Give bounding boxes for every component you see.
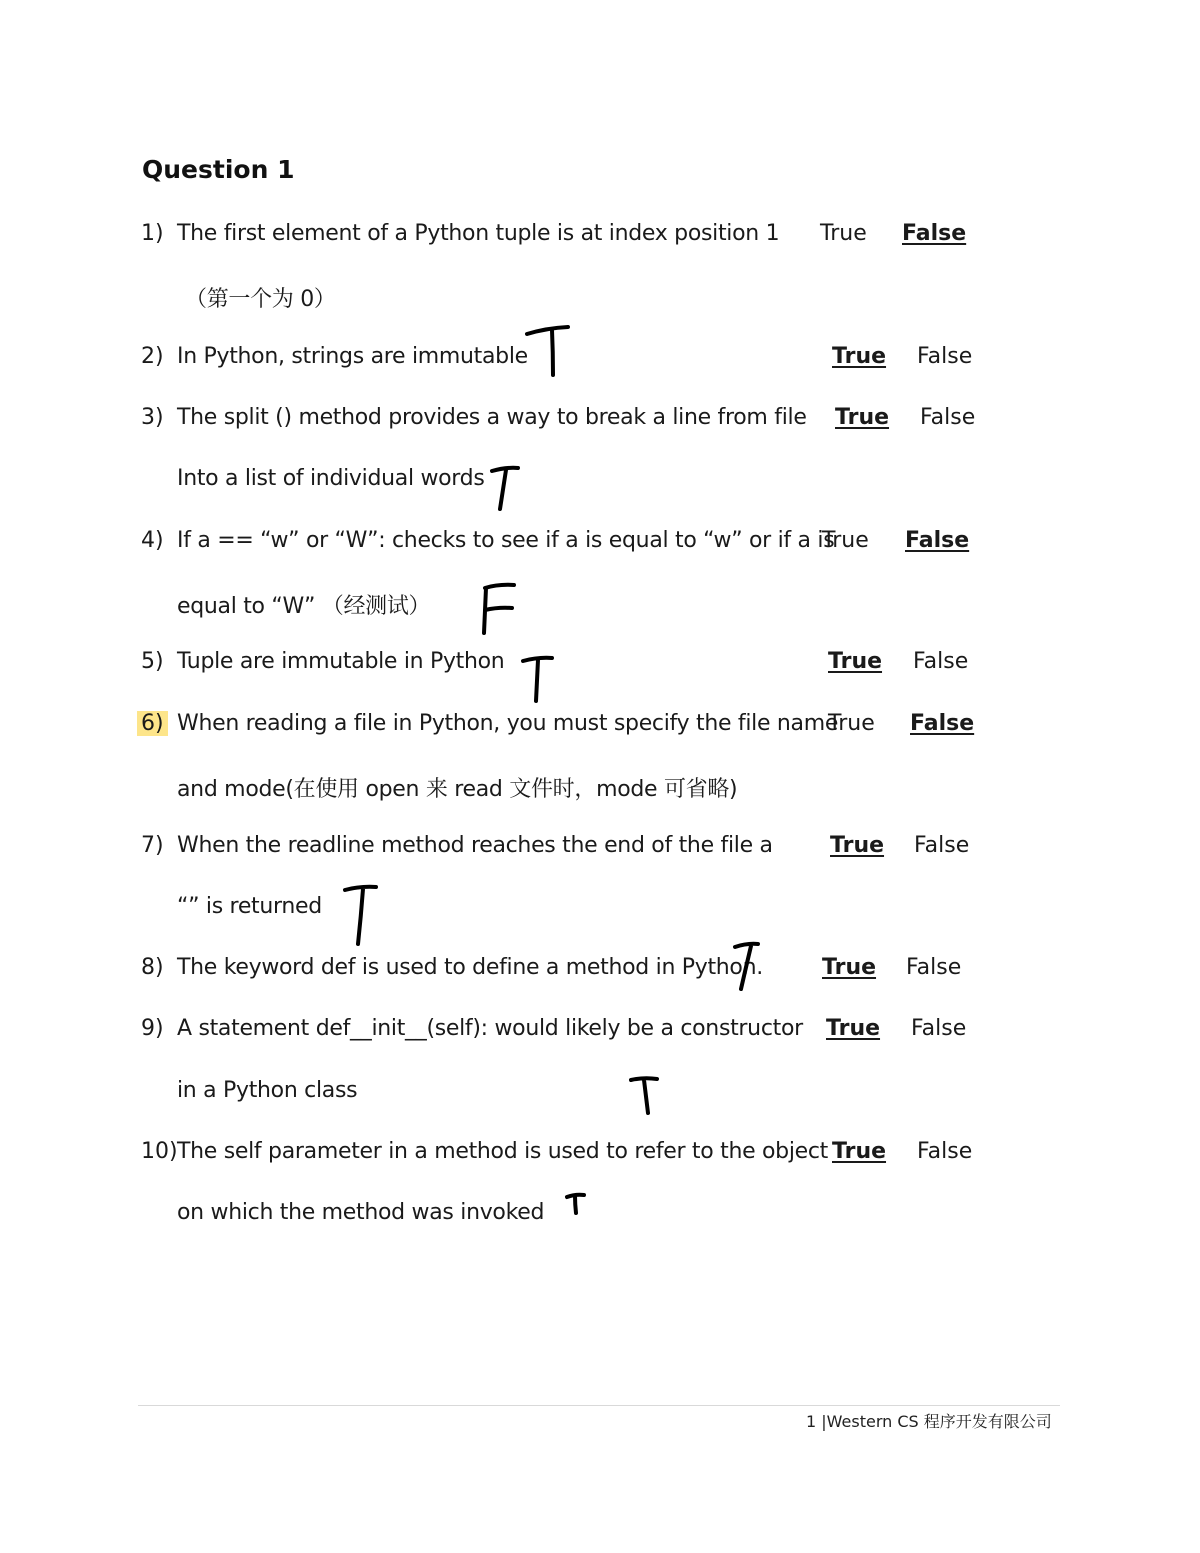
question-title: Question 1 [142,155,295,184]
true-option-selected: True [830,833,885,858]
question-number: 4) [141,528,164,553]
question-number: 8) [141,955,164,980]
true-option-selected: True [832,344,887,369]
true-option-selected: True [828,649,883,674]
question-text-continued: on which the method was invoked [177,1200,545,1225]
true-option-selected: True [822,955,877,980]
question-text: If a == “w” or “W”: checks to see if a is equal to “w” or if a is [177,528,835,553]
false-option: False [906,955,962,980]
question-number: 10) [141,1139,178,1164]
question-text-continued: and mode(在使用 open 来 read 文件时，mode 可省略) [177,777,738,802]
false-option: False [917,1139,973,1164]
false-option: False [920,405,976,430]
false-option: False [914,833,970,858]
true-option-selected: True [832,1139,887,1164]
question-text: The split () method provides a way to break a line from file [177,405,807,430]
question-text: The self parameter in a method is used to refer to the object [177,1139,829,1164]
page-footer: 1 |Western CS 程序开发有限公司 [806,1412,1052,1431]
question-text-continued: “” is returned [177,894,322,919]
false-option-selected: False [902,221,967,246]
handwritten-t-mark [340,880,384,950]
question-text-continued: equal to “W” （经测试） [177,594,431,619]
question-text: The first element of a Python tuple is at index position 1 [177,221,780,246]
false-option: False [917,344,973,369]
handwritten-t-mark [563,1190,589,1220]
question-text: Tuple are immutable in Python [177,649,505,674]
true-option: True [828,711,875,736]
question-text-continued: Into a list of individual words [177,466,485,491]
handwritten-t-mark [522,322,574,380]
handwritten-f-mark [476,578,524,638]
question-text: A statement def__init__(self): would likely be a constructor [177,1016,803,1041]
handwritten-t-mark [626,1072,664,1120]
question-text: When the readline method reaches the end of the file a [177,833,773,858]
question-text-continued: in a Python class [177,1078,358,1103]
true-option-selected: True [835,405,890,430]
false-option-selected: False [910,711,975,736]
false-option: False [911,1016,967,1041]
question-text: In Python, strings are immutable [177,344,528,369]
question-note: （第一个为 0） [185,287,336,312]
handwritten-t-mark [488,462,524,514]
footer-divider [138,1405,1060,1406]
question-number: 9) [141,1016,164,1041]
true-option: True [822,528,869,553]
true-option-selected: True [826,1016,881,1041]
handwritten-t-mark [518,652,558,706]
question-number: 7) [141,833,164,858]
question-text: When reading a file in Python, you must specify the file name [177,711,839,736]
question-number-highlighted: 6) [137,711,168,736]
question-number: 2) [141,344,164,369]
false-option-selected: False [905,528,970,553]
question-number: 5) [141,649,164,674]
question-number: 1) [141,221,164,246]
true-option: True [820,221,867,246]
question-text: The keyword def is used to define a method in Python. [177,955,763,980]
question-number: 3) [141,405,164,430]
false-option: False [913,649,969,674]
handwritten-t-mark [730,937,764,995]
